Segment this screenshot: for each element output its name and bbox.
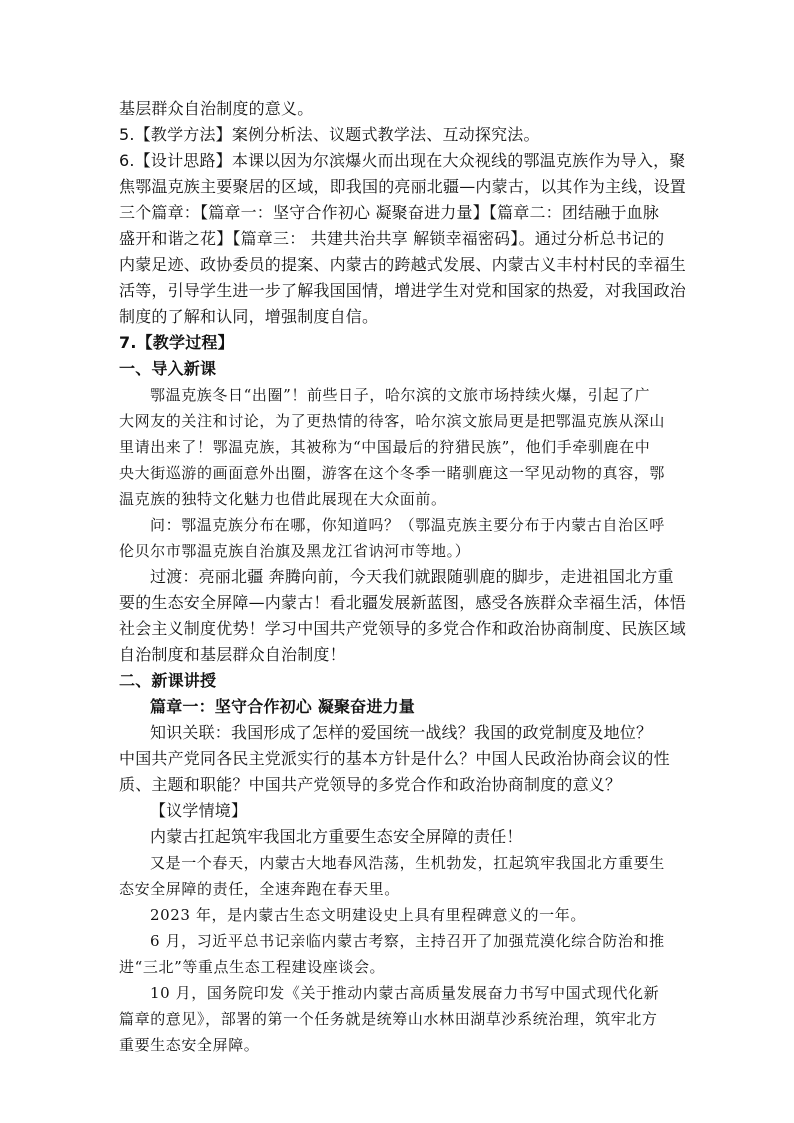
body-line: 10 月，国务院印发《关于推动内蒙古高质量发展奋力书写中国式现代化新 [150,984,660,1002]
body-line: 重要生态安全屏障。 [119,1036,260,1054]
body-line: 质、主题和职能？中国共产党领导的多党合作和政治协商制度的意义？ [119,775,622,794]
body-line: 自治制度和基层群众自治制度！ [119,645,346,664]
body-line: 中国共产党同各民主党派实行的基本方针是什么？中国人民政治协商会议的性 [119,749,670,768]
body-line: 篇章的意见》，部署的第一个任务就是统筹山水林田湖草沙系统治理，筑牢北方 [119,1010,658,1028]
transition-line: 过渡：亮丽北疆 奔腾向前，今天我们就跟随驯鹿的脚步，走进祖国北方重 [150,567,674,586]
scenario-heading: 【议学情境】 [150,801,248,820]
question-line: 问：鄂温克族分布在哪，你知道吗？（鄂温克族主要分布于内蒙古自治区呼 [150,516,665,534]
body-line: 温克族的独特文化魅力也借此展现在大众面前。 [119,490,447,508]
chapter-one-title: 篇章一：坚守合作初心 凝聚奋进力量 [150,697,415,716]
body-line: 鄂温克族冬日“出圈”！前些日子，哈尔滨的文旅市场持续火爆，引起了广 [150,386,651,404]
body-line: 盛开和谐之花】【篇章三： 共建共治共享 解锁幸福密码】。通过分析总书记的 [119,229,665,248]
scenario-title: 内蒙古扛起筑牢我国北方重要生态安全屏障的责任！ [150,827,523,846]
body-line: 三个篇章：【篇章一：坚守合作初心 凝聚奋进力量】【篇章二：团结融于血脉 [119,203,660,222]
body-line: 活等，引导学生进一步了解我国国情，增进学生对党和国家的热爱，对我国政治 [119,281,687,300]
subheading-new-lesson: 二、新课讲授 [119,671,217,690]
body-line: 焦鄂温克族主要聚居的区域，即我国的亮丽北疆—内蒙古，以其作为主线，设置 [119,177,687,196]
body-line: 2023 年，是内蒙古生态文明建设史上具有里程碑意义的一年。 [150,906,586,924]
body-line: 社会主义制度优势！学习中国共产党领导的多党合作和政治协商制度、民族区域 [119,619,687,638]
body-line: 要的生态安全屏障—内蒙古！看北疆发展新蓝图，感受各族群众幸福生活，体悟 [119,593,687,612]
body-line: 6 月，习近平总书记亲临内蒙古考察，主持召开了加强荒漠化综合防治和推 [150,932,665,950]
section-heading-design-ideas: 6.【设计思路】本课以因为尔滨爆火而出现在大众视线的鄂温克族作为导入，聚 [119,151,686,170]
body-line: 态安全屏障的责任，全速奔跑在春天里。 [119,880,400,898]
body-line: 基层群众自治制度的意义。 [119,99,314,118]
knowledge-link-line: 知识关联：我国形成了怎样的爱国统一战线？我国的政党制度及地位？ [150,723,653,742]
body-line: 进“三北”等重点生态工程建设座谈会。 [119,958,386,976]
body-line: 央大街巡游的画面意外出圈，游客在这个冬季一睹驯鹿这一罕见动物的真容，鄂 [119,464,666,482]
body-line: 内蒙足迹、政协委员的提案、内蒙古的跨越式发展、内蒙古义丰村村民的幸福生 [119,255,687,274]
body-line: 大网友的关注和讨论，为了更热情的待客，哈尔滨文旅局更是把鄂温克族从深山 [119,412,666,430]
section-heading-teaching-methods: 5.【教学方法】案例分析法、议题式教学法、互动探究法。 [119,125,540,144]
body-line: 又是一个春天，内蒙古大地春风浩荡，生机勃发，扛起筑牢我国北方重要生 [150,854,665,872]
body-line: 伦贝尔市鄂温克族自治旗及黑龙江省讷河市等地。） [119,542,471,560]
subheading-introduction: 一、导入新课 [119,359,217,378]
body-line: 里请出来了！鄂温克族，其被称为“中国最后的狩猎民族”，他们手牵驯鹿在中 [119,438,651,456]
section-heading-teaching-process: 7.【教学过程】 [119,333,234,352]
body-line: 制度的了解和认同，增强制度自信。 [119,307,379,326]
